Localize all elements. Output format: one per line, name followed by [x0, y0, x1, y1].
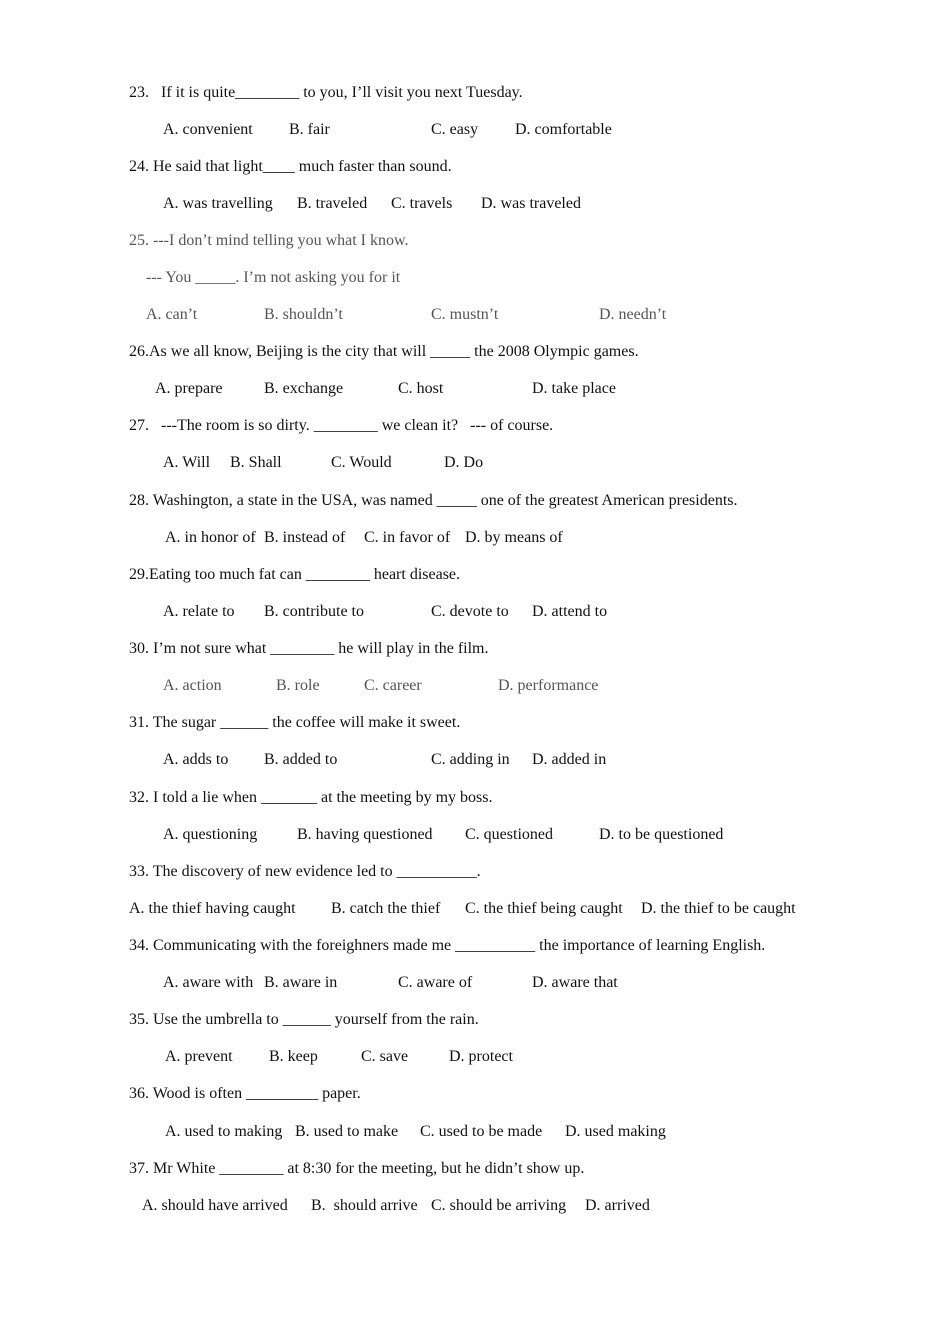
question-27-option-a: A. Will — [163, 454, 211, 471]
question-24-option-c: C. travels — [391, 195, 453, 212]
question-35-option-a: A. prevent — [165, 1048, 233, 1065]
question-26-option-d: D. take place — [532, 380, 616, 397]
question-35-option-c: C. save — [361, 1048, 409, 1065]
question-29-option-b: B. contribute to — [264, 603, 364, 620]
question-34-stem: 34. Communicating with the foreighners made me __________ the importance of learning English. — [129, 937, 766, 954]
question-32-option-b: B. having questioned — [297, 826, 433, 843]
question-33-option-c: C. the thief being caught — [465, 900, 623, 917]
question-27-option-c: C. Would — [331, 454, 392, 471]
question-25-option-d: D. needn’t — [599, 306, 667, 323]
question-30-option-a: A. action — [163, 677, 222, 694]
question-26-option-b: B. exchange — [264, 380, 344, 397]
question-23-option-c: C. easy — [431, 121, 479, 138]
question-26-option-c: C. host — [398, 380, 444, 397]
question-37-option-c: C. should be arriving — [431, 1197, 567, 1214]
question-28-option-d: D. by means of — [465, 529, 563, 546]
question-35-option-d: D. protect — [449, 1048, 513, 1065]
question-29-option-d: D. attend to — [532, 603, 608, 620]
question-25-option-c: C. mustn’t — [431, 306, 499, 323]
question-34-option-b: B. aware in — [264, 974, 338, 991]
question-33-stem: 33. The discovery of new evidence led to __________. — [129, 863, 481, 880]
question-33-option-a: A. the thief having caught — [129, 900, 296, 917]
question-30-stem: 30. I’m not sure what ________ he will play in the film. — [129, 640, 489, 657]
question-23-option-d: D. comfortable — [515, 121, 612, 138]
question-31-option-b: B. added to — [264, 751, 338, 768]
question-28-option-a: A. in honor of — [165, 529, 256, 546]
question-28-option-c: C. in favor of — [364, 529, 451, 546]
question-25-stem: 25. ---I don’t mind telling you what I know. — [129, 232, 409, 249]
question-30-option-b: B. role — [276, 677, 320, 694]
question-37-option-b: B. should arrive — [311, 1197, 418, 1214]
question-36-option-b: B. used to make — [295, 1123, 399, 1140]
question-37-stem: 37. Mr White ________ at 8:30 for the meeting, but he didn’t show up. — [129, 1160, 585, 1177]
question-35-option-b: B. keep — [269, 1048, 318, 1065]
question-24-stem: 24. He said that light____ much faster than sound. — [129, 158, 452, 175]
question-25-option-a: A. can’t — [146, 306, 198, 323]
question-36-option-c: C. used to be made — [420, 1123, 543, 1140]
question-35-stem: 35. Use the umbrella to ______ yourself from the rain. — [129, 1011, 479, 1028]
question-25-option-b: B. shouldn’t — [264, 306, 343, 323]
question-34-option-d: D. aware that — [532, 974, 618, 991]
question-31-option-c: C. adding in — [431, 751, 510, 768]
question-24-option-b: B. traveled — [297, 195, 368, 212]
question-23-option-b: B. fair — [289, 121, 330, 138]
question-25-response: --- You _____. I’m not asking you for it — [146, 269, 401, 286]
question-27-option-b: B. Shall — [230, 454, 282, 471]
question-37-option-a: A. should have arrived — [142, 1197, 288, 1214]
question-36-option-a: A. used to making — [165, 1123, 283, 1140]
question-24-option-a: A. was travelling — [163, 195, 273, 212]
question-34-option-a: A. aware with — [163, 974, 254, 991]
question-23-option-a: A. convenient — [163, 121, 253, 138]
question-31-stem: 31. The sugar ______ the coffee will make it sweet. — [129, 714, 461, 731]
question-32-option-a: A. questioning — [163, 826, 258, 843]
question-27-stem: 27. ---The room is so dirty. ________ we clean it? --- of course. — [129, 417, 554, 434]
question-23-stem: 23. If it is quite________ to you, I’ll visit you next Tuesday. — [129, 84, 523, 101]
question-34-option-c: C. aware of — [398, 974, 473, 991]
question-24-option-d: D. was traveled — [481, 195, 581, 212]
question-26-stem: 26.As we all know, Beijing is the city that will _____ the 2008 Olympic games. — [129, 343, 639, 360]
question-29-stem: 29.Eating too much fat can ________ heart disease. — [129, 566, 461, 583]
question-30-option-c: C. career — [364, 677, 422, 694]
question-27-option-d: D. Do — [444, 454, 484, 471]
question-30-option-d: D. performance — [498, 677, 599, 694]
question-28-stem: 28. Washington, a state in the USA, was named _____ one of the greatest American presidents. — [129, 492, 738, 509]
question-28-option-b: B. instead of — [264, 529, 346, 546]
question-31-option-d: D. added in — [532, 751, 607, 768]
question-37-option-d: D. arrived — [585, 1197, 650, 1214]
question-32-option-d: D. to be questioned — [599, 826, 724, 843]
question-33-option-b: B. catch the thief — [331, 900, 441, 917]
question-29-option-a: A. relate to — [163, 603, 235, 620]
question-36-option-d: D. used making — [565, 1123, 666, 1140]
question-33-option-d: D. the thief to be caught — [641, 900, 796, 917]
question-32-stem: 32. I told a lie when _______ at the meeting by my boss. — [129, 789, 493, 806]
question-29-option-c: C. devote to — [431, 603, 509, 620]
question-31-option-a: A. adds to — [163, 751, 229, 768]
question-32-option-c: C. questioned — [465, 826, 553, 843]
question-36-stem: 36. Wood is often _________ paper. — [129, 1085, 361, 1102]
question-26-option-a: A. prepare — [155, 380, 223, 397]
